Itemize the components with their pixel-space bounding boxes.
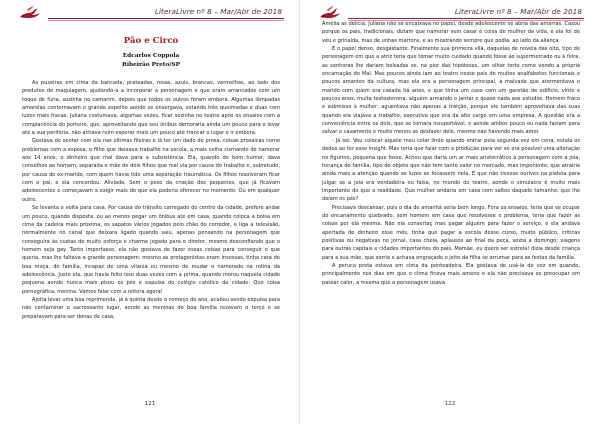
- paragraph: Se levanta e volta para casa. Por causa do trânsito carregado do centro da cidade, prefere andar um pouco, quando disposta, ou ao menos pegar um ônibus até em casa, quando coloca a bolsa em cima da cadeira mais próxima, os sapatos vários jogados pelo chão do corredor, e liga a televisão, normalmente no canal que deixara ligado quando saiu, apenas pensando na personagem que conseguira às custas de muito esforço e charme jogado para o diretor, mesmo desconfiando que o homem seja gay. Tanto importasse, ela não gostava de fazer essas coisas para conseguir o que queria, mas lhe faltava a grande personagem: mesmo as protagonistas eram insossas, tinha cara de boa moça, de família, incapaz de uma vilania ou mesmo de mudar o namorado na rotina da adolescência. Justo ela, que havia feito isso duas vezes com a prima, quando morou naquela cidade pequena aonde nunca mais pisou os pés e expulsa do colégio católico da cidade: Que coisa pornográfica, menina. Vamos falar com a reitora agora!: [22, 205, 280, 295]
- paragraph: Precisava descansar, pois o dia de amanhã seria bem longo. Fora os ensaios, teria que se ocupar do encanamento quebrado, sem homem em casa que resolvesse o problema, teria que fazer as coisas por ela mesma. Não ela consertaç mas pagar alguém para fazer o serviço, e ela andava apertada de dinheiro esse mês, tinha que pagar a escola desse curso, muito público, críticas positivas ou negativas no jornal, casa cheia, aplausos ao final da peça, sexta a domingo; viagens para outras capitais e cidades importantes do país. Mamãe, eu quero ser estrela! dizia desde criança para a sua mãe, que sorria e achava engraçado o jeito da filha se arrumar para as festas da família.: [322, 204, 580, 261]
- author-city: Ribeirão Preto/SP: [122, 62, 180, 68]
- page-number: 122: [444, 401, 456, 407]
- paragraph: Amélia as delícia. Juliana não se encaixava no papel, desde adolescente se abria das amarras. Casou porque os pais, tradicionais, diziam que namorar sem casar é coisa de mulher da vida, e ela foi de véu e grinalda, mas de unhas marrons, e as mostrando sempre que podia, ao lado da aliança.: [322, 21, 580, 44]
- paragraph: A peruca preta estava em cima da penteadeira. Ela gostava de usá-la de vez em quando, principalmente nos dias em que o clima ficava mais ameno e ela não precisava se preocupar em passar calor, a mesma que a personagem usava: [322, 262, 580, 286]
- header-rule: [48, 18, 284, 19]
- paragraph: Ajeita levar uma boa reprimenda, já à quinta desde o começo do ano, acabou sendo expulsa para não contaminar o sacrossanto lugar, aonde as meninas de boa família rezavam o terço e se preparavam para ser donas de casa,: [22, 296, 280, 320]
- header-rule: [348, 18, 584, 19]
- page-number: 121: [144, 401, 156, 407]
- page-header: [18, 4, 284, 24]
- paragraph: - Já sei. Vou colocar aquele meu colar lindo quando entrar pela segunda vez em cena, estala os dedos ao ter esse insight. Mas teria que falar com a produção para ver se era possível uma alteração no figurino, pequena que fosse. Achou que daria um ar mais aristocrático à personagem com a joia, herança de família, tipo de objeto que não tem tanto valor no mercado, mas imponente, que atrairia ainda mais a atenção quando as luzes se focassem nela. E que não tivesse ourives na plateia para julgar se a joia era verdadeira ou falsa, no mundo do teatro, aonde o simulacro é muito mais importante do que a realidade. Que mulher andaria em casa com saltos daquele tamanho, que lhe doíam os pés?: [322, 137, 580, 203]
- bird-logo-icon: [18, 4, 42, 22]
- story-title: Pão e Circo: [123, 36, 179, 46]
- header-text: LiteraLivre nº 8 – Mar/Abr de 2018: [154, 7, 282, 16]
- left-content: [22, 36, 280, 321]
- header-rule-light: [48, 20, 284, 21]
- paragraph: Gostava de sentar com ela nas últimas fileiras e lá ter um dado de prosa, coisas prosaicas como problemas com a esposa, o filho que deixava trabalho na escola, a mais velha cismando de namorar aos 14 anos, o dinheiro que mal dava para a subsistência. Ela, quando de bom humor, dava conselhos ao homem, separada e mãe de dois filhos que mal via por causa do trabalho e, sobretudo, por causa do ex-marido, com quem havia tido uma separação traumática. Os filhos resolveram ficar com o pai, e ela concordou. Aliviada. Sem o peso da criação dos pequenos, que já ficavam adolescentes e começavam a exigir mais do que ela poderia oferecer no momento. Ou em qualquer outro.: [22, 138, 280, 203]
- paragraph: As puseiras em cima da bancada, prateadas, rosas, azuis, brancas, vermelhas, ao lado dos produtos de maquiagem, ajudando-a a incorporar a personagem e que eram arrancados com um toque de fúria, sozinha no camarim, depois que todos os outros foram embora. Algumas lâmpadas amarelas contornavam o grande espelho aonde se enxergava, estando três queimadas e duas com luzes mais fracas. Juliana costumava, algumas vezes, ficar sozinha no teatro após os ensaios com a complacência do porteiro, que, aproveitando que seu ônibus demoraria ainda um pouco para o levar até a sua periferia, não achava ruim esperar mais um pouco até trancar o lugar e ir embora.: [22, 80, 280, 137]
- right-page: [300, 0, 600, 424]
- header-text: LiteraLivre nº 8 – Mar/Abr de 2018: [454, 7, 582, 16]
- paragraph: E o papel denso, desgastante. Finalmente sua primeira vilã, daquelas de novela das oito, tipo de personagem em que a atriz teria que tomar muito cuidado quando fosse ao supermercado ou à feira, as senhoras lhe dariam bolsadas se, na pior das hipóteses, um olhar torto como vendo a própria encarnação do Mal. Mas poucos ainda iam ao teatro nesse país de muitos analfabetos funcionais e poucos amantes da cultura, mas ela era a personagem principal, a malvada que atormentava o marido com quem era casada há anos, e que tinha um caso com um garotão de edifício, vinte e poucos anos, muita testosterona, alguém armando o jantar e quase nada aos estudos. Homem fraco e submisso à mulher, aguentava não apenas a traição, porque ele também aproveitava das suas quando ela viajava a trabalho, executiva que era da alto cargo em uma empresa. A questão era a conveniência entre os dois, que se tomara insuportável, e aonde ambos pouco ou nada faziam para salvar o casamento e muito menos se desfazer dele, mesmo não havendo mais amor.: [322, 46, 580, 136]
- author-name: Edcarlos Coppola: [122, 53, 180, 59]
- right-content: [322, 20, 580, 287]
